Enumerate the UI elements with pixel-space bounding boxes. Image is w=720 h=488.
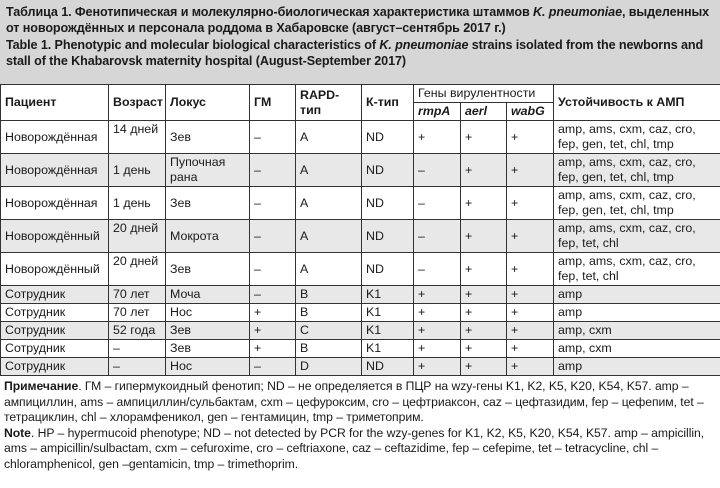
cell-rmpa: + [414,340,461,358]
cell-wabg: + [507,253,554,286]
table-row [1,121,720,154]
cell-rapd: A [296,121,362,154]
table-row [1,187,720,220]
cell-rapd: D [296,358,362,376]
cell-wabg: + [507,322,554,340]
header-rapd: RAPD-тип [296,85,362,121]
header-age: Возраст [109,85,166,121]
cell-patient: Новорождённый [1,253,109,286]
cell-patient: Сотрудник [1,322,109,340]
table-caption [0,0,720,84]
cell-gm: – [250,220,296,253]
cell-aerl: + [461,187,507,220]
cell-age: – [109,358,166,376]
cell-locus: Зев [166,187,250,220]
cell-wabg: + [507,286,554,304]
cell-gm: + [250,322,296,340]
cell-patient: Сотрудник [1,340,109,358]
cell-aerl: + [461,340,507,358]
cell-patient: Сотрудник [1,358,109,376]
cell-gm: + [250,304,296,322]
cell-amr: amp, ams, cxm, caz, cro, fep, tet, chl [554,220,720,253]
cell-amr: amp, cxm [554,340,720,358]
data-table [0,84,720,376]
cell-patient: Сотрудник [1,304,109,322]
cell-gm: – [250,286,296,304]
note-ru: Примечание. ГМ – гипермукоидный фенотип; ND – не определяется в ПЦР на wzy-гены K1, K2, K5, K20, K54, K57. amp – ампициллин, ams – ампициллин/сульбактам, cxm – цефуроксим, cro – цефтриаксон, caz – цефтазидим, fep – цефепим, tet – тетрациклин, chl – хлорамфеникол, gen – гентамицин, tmp – триметоприм. [4,379,704,424]
cell-age: 14 дней [109,121,166,154]
cell-aerl: + [461,121,507,154]
cell-locus: Мокрота [166,220,250,253]
cell-aerl: + [461,322,507,340]
cell-rmpa: + [414,121,461,154]
cell-locus: Зев [166,253,250,286]
cell-ktype: K1 [362,286,414,304]
cell-gm: – [250,187,296,220]
cell-patient: Новорождённый [1,220,109,253]
cell-aerl: + [461,154,507,187]
caption-ru: Таблица 1. Фенотипическая и молекулярно-биологическая характеристика штаммов K. pneumoniae, выделенных от новорождённых и персонала роддома в Хабаровске (август–сентябрь 2017 г.) [6,5,710,35]
header-locus: Локус [166,85,250,121]
cell-ktype: ND [362,358,414,376]
cell-rapd: A [296,154,362,187]
cell-rmpa: – [414,187,461,220]
cell-age: 70 лет [109,286,166,304]
cell-patient: Новорождённая [1,154,109,187]
cell-rapd: C [296,322,362,340]
table-row [1,304,720,322]
cell-age: 70 лет [109,304,166,322]
cell-amr: amp, ams, cxm, caz, cro, fep, gen, tet, chl, tmp [554,154,720,187]
cell-age: – [109,340,166,358]
cell-amr: amp, ams, cxm, caz, cro, fep, tet, chl [554,253,720,286]
cell-amr: amp [554,358,720,376]
cell-locus: Зев [166,340,250,358]
note-en: Note. HP – hypermucoid phenotype; ND – not detected by PCR for the wzy-genes for K1, K2, K5, K20, K54, K57. amp – ampicillin, ams – ampicillin/sulbactam, cxm – cefuroxime, cro – ceftriaxone, caz – ceftazidime, fep – cefepime, tet – tetracycline, chl – chloramphenicol, gen –gentamicin, tmp – trimethoprim. [4,425,705,471]
cell-gm: – [250,121,296,154]
cell-patient: Новорождённая [1,121,109,154]
header-virulence: Гены вирулентности [414,85,554,103]
table-row [1,358,720,376]
cell-rmpa: – [414,154,461,187]
cell-amr: amp [554,304,720,322]
cell-wabg: + [507,187,554,220]
cell-ktype: K1 [362,322,414,340]
cell-rapd: A [296,220,362,253]
cell-patient: Сотрудник [1,286,109,304]
header-ktype: К-тип [362,85,414,121]
cell-amr: amp, ams, cxm, caz, cro, fep, gen, tet, chl, tmp [554,121,720,154]
table-row [1,340,720,358]
cell-wabg: + [507,220,554,253]
cell-rmpa: – [414,220,461,253]
table-notes [0,376,720,472]
cell-rapd: B [296,304,362,322]
header-wabg: wabG [507,103,554,121]
cell-rapd: A [296,253,362,286]
table-row [1,286,720,304]
cell-locus: Нос [166,358,250,376]
cell-locus: Зев [166,121,250,154]
cell-gm: – [250,154,296,187]
header-amr: Устойчивость к АМП [554,85,720,121]
cell-rapd: B [296,340,362,358]
header-aerl: aerl [461,103,507,121]
cell-gm: – [250,253,296,286]
cell-aerl: + [461,253,507,286]
table-row [1,220,720,253]
cell-aerl: + [461,220,507,253]
cell-aerl: + [461,286,507,304]
cell-age: 52 года [109,322,166,340]
cell-rmpa: + [414,322,461,340]
cell-rapd: A [296,187,362,220]
cell-amr: amp [554,286,720,304]
table-row [1,154,720,187]
cell-wabg: + [507,154,554,187]
cell-patient: Новорождённая [1,187,109,220]
cell-ktype: ND [362,187,414,220]
cell-ktype: K1 [362,304,414,322]
cell-rmpa: – [414,253,461,286]
cell-gm: – [250,358,296,376]
cell-wabg: + [507,340,554,358]
cell-wabg: + [507,304,554,322]
cell-rmpa: + [414,358,461,376]
cell-age: 1 день [109,154,166,187]
header-rmpa: rmpA [414,103,461,121]
cell-ktype: K1 [362,340,414,358]
cell-ktype: ND [362,121,414,154]
cell-age: 1 день [109,187,166,220]
cell-aerl: + [461,358,507,376]
cell-age: 20 дней [109,220,166,253]
cell-locus: Пупочная рана [166,154,250,187]
caption-en: Table 1. Phenotypic and molecular biological characteristics of K. pneumoniae strains isolated from the newborns and stall of the Khabarovsk maternity hospital (August-September 2017) [6,38,704,68]
cell-gm: + [250,340,296,358]
cell-ktype: ND [362,154,414,187]
cell-locus: Зев [166,322,250,340]
header-row-1 [1,85,720,103]
table-row [1,253,720,286]
cell-aerl: + [461,304,507,322]
header-patient: Пациент [1,85,109,121]
cell-locus: Моча [166,286,250,304]
cell-amr: amp, cxm [554,322,720,340]
cell-wabg: + [507,358,554,376]
cell-rmpa: + [414,286,461,304]
cell-wabg: + [507,121,554,154]
cell-locus: Нос [166,304,250,322]
cell-rmpa: + [414,304,461,322]
cell-amr: amp, ams, cxm, caz, cro, fep, gen, tet, chl, tmp [554,187,720,220]
cell-ktype: ND [362,220,414,253]
table-row [1,322,720,340]
header-gm: ГМ [250,85,296,121]
cell-rapd: B [296,286,362,304]
cell-age: 20 дней [109,253,166,286]
cell-ktype: ND [362,253,414,286]
